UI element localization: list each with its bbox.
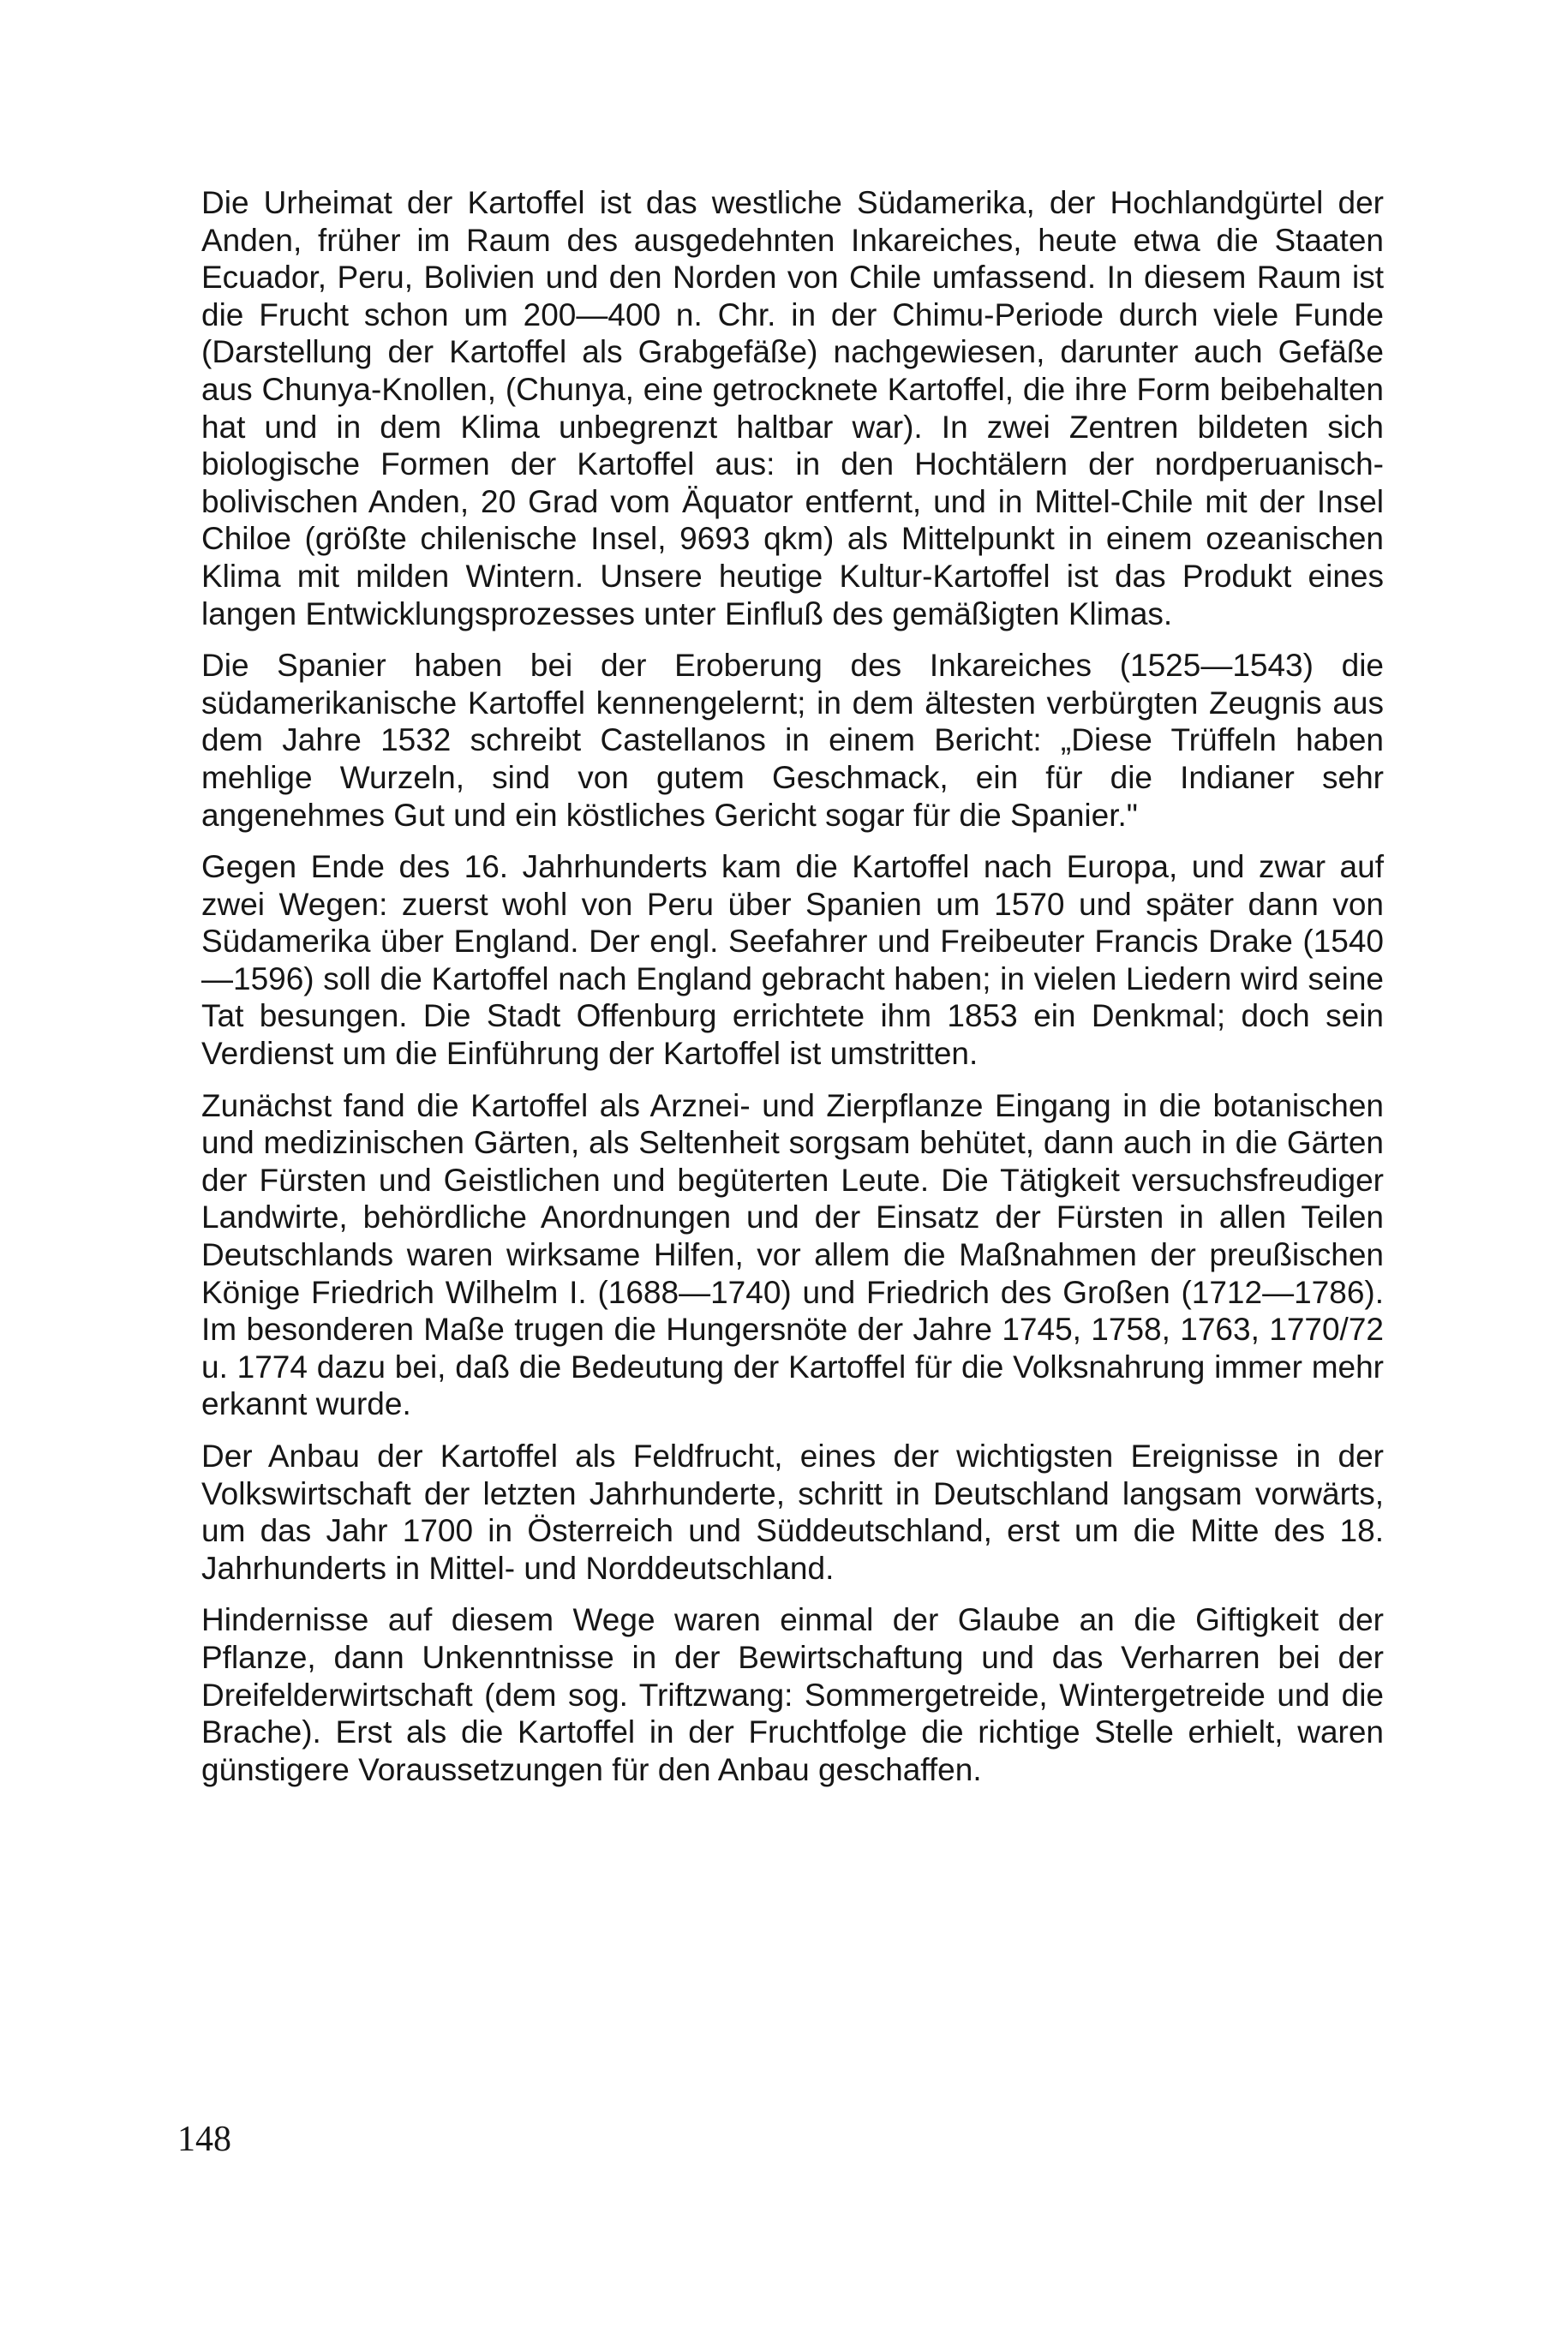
paragraph-spread-germany: Zunächst fand die Kartoffel als Arznei- und Zierpflanze Eingang in die botanischen und medizinischen Gärten, als Seltenheit sorgsam behütet, dann auch in die Gärten der Fürsten und Geistlichen und begüterten Leute. Die Tätigkeit versuchsfreudiger Landwirte, behördliche Anordnungen und der Einsatz der Fürsten in allen Teilen Deutschlands waren wirksame Hilfen, vor allem die Maßnahmen der preußischen Könige Friedrich Wilhelm I. (1688—1740) und Friedrich des Großen (1712—1786). Im besonderen Maße trugen die Hungersnöte der Jahre 1745, 1758, 1763, 1770/72 u. 1774 dazu bei, daß die Bedeutung der Kartoffel für die Volksnahrung immer mehr erkannt wurde. xyxy=(201,1087,1384,1422)
paragraph-field-cultivation: Der Anbau der Kartoffel als Feldfrucht, eines der wichtigsten Ereignisse in der Volkswirtschaft der letzten Jahrhunderte, schritt in Deutschland langsam vorwärts, um das Jahr 1700 in Österreich und Süddeutschland, erst um die Mitte des 18. Jahrhunderts in Mittel- und Norddeutschland. xyxy=(201,1439,1384,1586)
paragraph-arrival-europe: Gegen Ende des 16. Jahrhunderts kam die Kartoffel nach Europa, und zwar auf zwei Wegen: zuerst wohl von Peru über Spanien um 1570 und später dann von Südamerika über England. Der engl. Seefahrer und Freibeuter Francis Drake (1540—1596) soll die Kartoffel nach England gebracht haben; in vielen Liedern wird seine Tat besungen. Die Stadt Offenburg errichtete ihm 1853 ein Denkmal; doch sein Verdienst um die Einführung der Kartoffel ist umstritten. xyxy=(201,849,1384,1072)
page-number: 148 xyxy=(177,2120,231,2159)
body-text xyxy=(201,184,1384,1803)
paragraph-spanish-conquest: Die Spanier haben bei der Eroberung des Inkareiches (1525—1543) die südamerikanische Kartoffel kennengelernt; in dem ältesten verbürgten Zeugnis aus dem Jahre 1532 schreibt Castellanos in einem Bericht: „Diese Trüffeln haben mehlige Wurzeln, sind von gutem Geschmack, ein für die Indianer sehr angenehmes Gut und ein köstliches Gericht sogar für die Spanier." xyxy=(201,648,1384,833)
paragraph-origin: Die Urheimat der Kartoffel ist das westliche Südamerika, der Hochlandgürtel der Anden, früher im Raum des ausgedehnten Inkareiches, heute etwa die Staaten Ecuador, Peru, Bolivien und den Norden von Chile umfassend. In diesem Raum ist die Frucht schon um 200—400 n. Chr. in der Chimu-Periode durch viele Funde (Darstellung der Kartoffel als Grabgefäße) nachgewiesen, darunter auch Gefäße aus Chunya-Knollen, (Chunya, eine getrocknete Kartoffel, die ihre Form beibehalten hat und in dem Klima unbegrenzt haltbar war). In zwei Zentren bildeten sich biologische Formen der Kartoffel aus: in den Hochtälern der nordperuanisch-bolivischen Anden, 20 Grad vom Äquator entfernt, und in Mittel-Chile mit der Insel Chiloe (größte chilenische Insel, 9693 qkm) als Mittelpunkt in einem ozeanischen Klima mit milden Wintern. Unsere heutige Kultur-Kartoffel ist das Produkt eines langen Entwicklungsprozesses unter Einfluß des gemäßigten Klimas. xyxy=(201,185,1384,631)
paragraph-obstacles: Hindernisse auf diesem Wege waren einmal der Glaube an die Giftigkeit der Pflanze, dann Unkenntnisse in der Bewirtschaftung und das Verharren bei der Dreifelderwirtschaft (dem sog. Triftzwang: Sommergetreide, Wintergetreide und die Brache). Erst als die Kartoffel in der Fruchtfolge die richtige Stelle erhielt, waren günstigere Voraussetzungen für den Anbau geschaffen. xyxy=(201,1602,1384,1787)
